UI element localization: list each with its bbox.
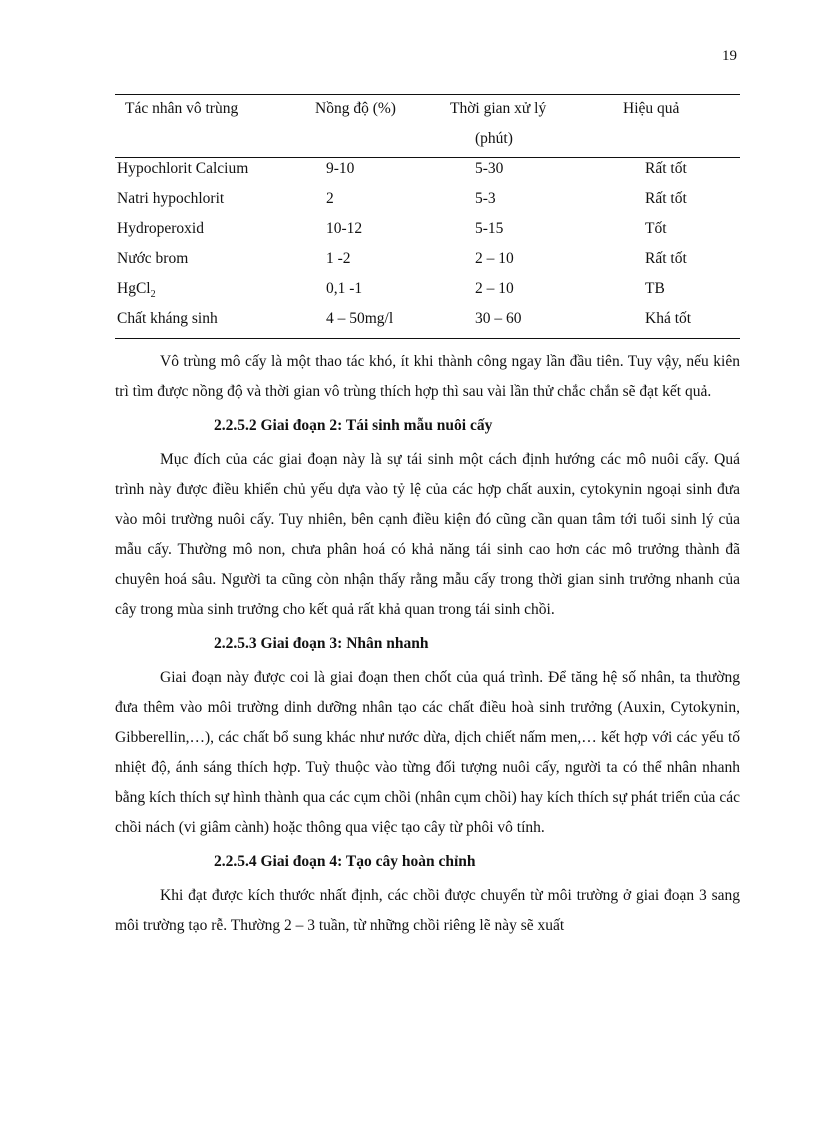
header-concentration: Nồng độ (%) [315,100,396,117]
paragraph-stage-4: Khi đạt được kích thước nhất định, các chồi được chuyển từ môi trường ở giai đoạn 3 sang môi trường tạo rễ. Thường 2 – 3 tuần, từ những chồi riêng lẽ này sẽ xuất [115,887,740,934]
cell-agent-base: HgCl [117,280,151,297]
heading-stage-3: 2.2.5.3 Giai đoạn 3: Nhân nhanh [214,635,429,652]
cell-agent: Nước brom [117,250,189,267]
cell-time: 2 – 10 [475,280,514,297]
header-effect: Hiệu quả [623,100,680,117]
cell-time: 2 – 10 [475,250,514,267]
cell-conc: 1 -2 [326,250,351,267]
cell-time: 30 – 60 [475,310,522,327]
page-number: 19 [722,48,737,64]
table-top-rule [115,94,740,95]
cell-time: 5-30 [475,160,504,177]
cell-agent: Hypochlorit Calcium [117,160,249,177]
heading-stage-4: 2.2.5.4 Giai đoạn 4: Tạo cây hoàn chỉnh [214,853,476,870]
cell-time: 5-3 [475,190,496,207]
cell-effect: Khá tốt [645,310,692,327]
cell-effect: Rất tốt [645,250,687,267]
cell-agent-subscript: 2 [150,289,156,301]
header-time: Thời gian xử lý [450,100,547,117]
cell-effect: TB [645,280,665,297]
table-bottom-rule [115,338,740,339]
cell-agent: Hydroperoxid [117,220,204,237]
cell-effect: Rất tốt [645,190,687,207]
cell-agent: Chất kháng sinh [117,310,218,327]
table-header-rule [115,157,740,158]
cell-agent [117,280,156,300]
paragraph-stage-3: Giai đoạn này được coi là giai đoạn then chốt của quá trình. Để tăng hệ số nhân, ta thường đưa thêm vào môi trường dinh dưỡng nhân tạo các chất điều hoà sinh trưởng (Auxin, Cytokynin, Gibberellin,…), các chất bổ sung khác như nước dừa, dịch chiết nấm men,… kết hợp với các yếu tố nhiệt độ, ánh sáng thích hợp. Tuỳ thuộc vào từng đối tượng nuôi cấy, người ta có thể nhân nhanh bằng kích thích sự hình thành qua các cụm chồi (nhân cụm chồi) hay kích thích sự phát triển của các chồi nách (vi giâm cành) hoặc thông qua việc tạo cây từ phôi vô tính. [115,669,740,836]
paragraph-stage-2: Mục đích của các giai đoạn này là sự tái sinh một cách định hướng các mô nuôi cấy. Quá trình này được điều khiển chủ yếu dựa vào tỷ lệ của các hợp chất auxin, cytokynin ngoại sinh đưa vào môi trường nuôi cấy. Tuy nhiên, bên cạnh điều kiện đó cũng cần quan tâm tới tuổi sinh lý của mẫu cấy. Thường mô non, chưa phân hoá có khả năng tái sinh cao hơn các mô trưởng thành đã chuyên hoá sâu. Người ta cũng còn nhận thấy rằng mẫu cấy trong thời gian sinh trưởng nhanh của cây trong mùa sinh trưởng cho kết quả rất khả quan trong tái sinh chồi. [115,451,740,618]
cell-conc: 10-12 [326,220,363,237]
heading-stage-2: 2.2.5.2 Giai đoạn 2: Tái sinh mẫu nuôi cấy [214,417,493,434]
cell-conc: 4 – 50mg/l [326,310,394,327]
cell-effect: Rất tốt [645,160,687,177]
paragraph-sterilization: Vô trùng mô cấy là một thao tác khó, ít khi thành công ngay lần đầu tiên. Tuy vậy, nếu kiên trì tìm được nồng độ và thời gian vô trùng thích hợp thì sau vài lần thử chắc chắn sẽ đạt kết quả. [115,353,740,400]
cell-time: 5-15 [475,220,504,237]
table-header [115,100,740,160]
cell-conc: 0,1 -1 [326,280,363,297]
body-text [115,347,740,941]
header-time-unit: (phút) [475,130,513,147]
header-agent: Tác nhân vô trùng [125,100,239,117]
cell-effect: Tốt [645,220,667,237]
cell-agent: Natri hypochlorit [117,190,225,207]
cell-conc: 2 [326,190,334,207]
cell-conc: 9-10 [326,160,355,177]
